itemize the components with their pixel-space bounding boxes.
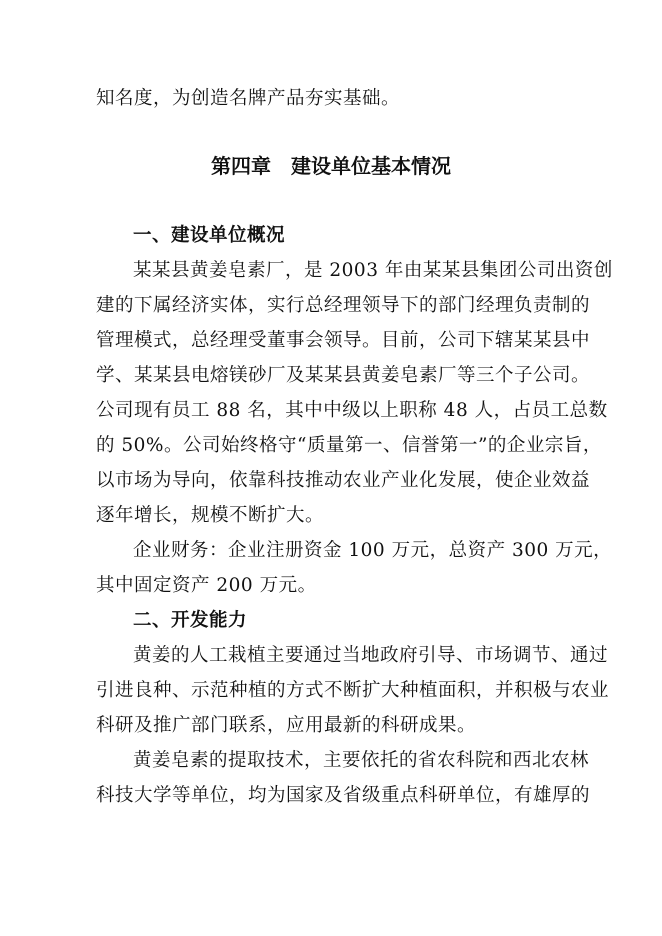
section2-para1-line: 引进良种、示范种植的方式不断扩大种植面积，并积极与农业 [96, 680, 610, 701]
section1-para1-line: 管理模式，总经理受董事会领导。目前，公司下辖某某县中 [96, 330, 591, 351]
section2-para2-line: 科技大学等单位，均为国家及省级重点科研单位，有雄厚的 [96, 785, 591, 806]
section1-para1-line: 的 50%。公司始终格守“质量第一、信誉第一”的企业宗旨， [96, 435, 602, 456]
section1-para1-line: 以市场为导向，依靠科技推动农业产业化发展，使企业效益 [96, 470, 591, 491]
section1-para1-line: 公司现有员工 88 名，其中中级以上职称 48 人，占员工总数 [96, 400, 608, 421]
section1-heading: 一、建设单位概况 [133, 225, 286, 246]
section1-para2-line: 企业财务：企业注册资金 100 万元，总资产 300 万元， [133, 540, 613, 561]
section1-para2-line: 其中固定资产 200 万元。 [96, 575, 317, 596]
section2-para1-line: 黄姜的人工栽植主要通过当地政府引导、市场调节、通过 [133, 645, 609, 666]
continuation-text-line: 知名度，为创造名牌产品夯实基础。 [96, 88, 401, 109]
section1-para1-line: 某某县黄姜皂素厂，是 2003 年由某某县集团公司出资创 [133, 260, 613, 281]
section2-para2-line: 黄姜皂素的提取技术，主要依托的省农科院和西北农林 [133, 750, 590, 771]
section1-para1-line: 逐年增长，规模不断扩大。 [96, 505, 325, 526]
section2-heading: 二、开发能力 [133, 610, 248, 631]
chapter-title: 第四章 建设单位基本情况 [211, 154, 451, 178]
section1-para1-line: 建的下属经济实体，实行总经理领导下的部门经理负责制的 [96, 295, 591, 316]
section1-para1-line: 学、某某县电熔镁砂厂及某某县黄姜皂素厂等三个子公司。 [96, 365, 591, 386]
section2-para1-line: 科研及推广部门联系，应用最新的科研成果。 [96, 715, 477, 736]
